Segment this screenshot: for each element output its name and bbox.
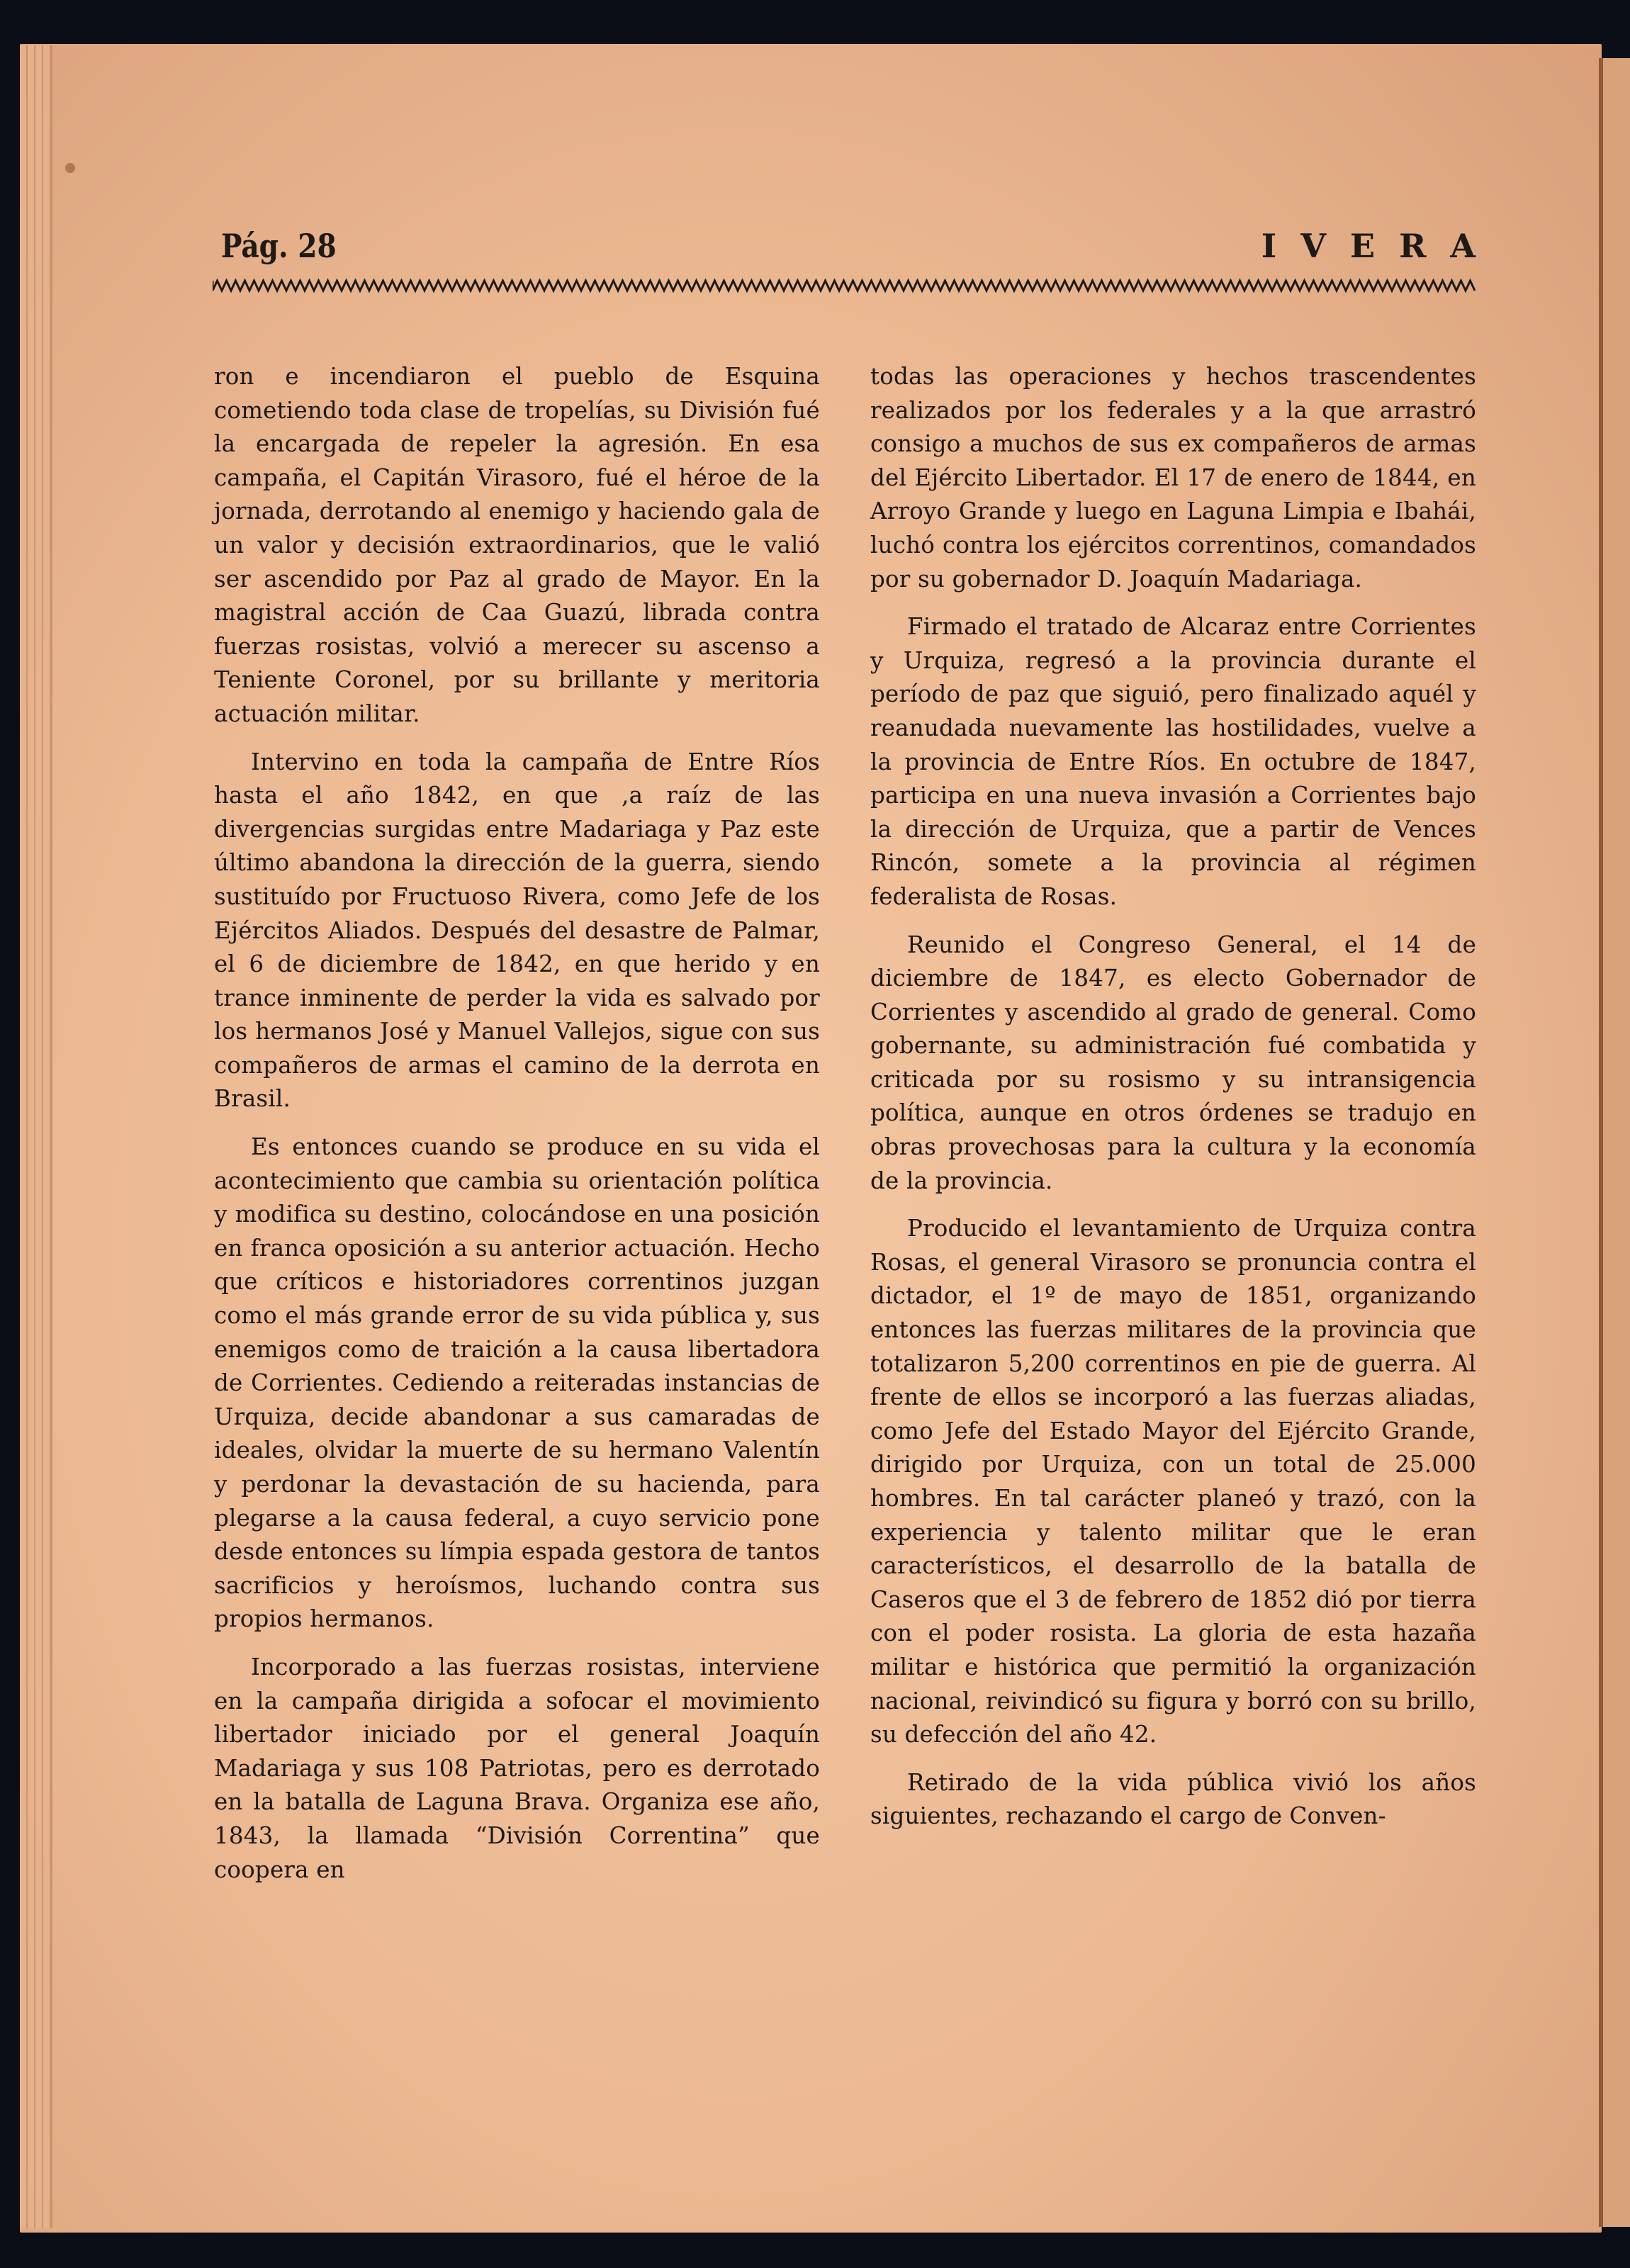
column-right	[870, 360, 1476, 1848]
paragraph: Incorporado a las fuerzas rosistas, interviene en la campaña dirigida a sofocar el movimiento libertador iniciado por el general Joaquín Madariaga y sus 108 Patriotas, pero es derrotado en la batalla de Laguna Brava. Organiza ese año, 1843, la llamada “División Correntina” que coopera en	[214, 1653, 820, 1883]
column-left	[214, 360, 820, 1901]
paragraph: Firmado el tratado de Alcaraz entre Corrientes y Urquiza, regresó a la provincia durante el período de paz que siguió, pero finalizado aquél y reanudada nuevamente las hostilidades, vuelve a la provincia de Entre Ríos. En octubre de 1847, participa en una nueva invasión a Corrientes bajo la dirección de Urquiza, que a partir de Vences Rincón, somete a la provincia al régimen federalista de Rosas.	[870, 613, 1476, 910]
zigzag-rule	[213, 278, 1476, 293]
paragraph: Intervino en toda la campaña de Entre Ríos hasta el año 1842, en que ,a raíz de las divergencias surgidas entre Madariaga y Paz este último abandona la dirección de la guerra, siendo sustituído por Fructuoso Rivera, como Jefe de los Ejércitos Aliados. Después del desastre de Palmar, el 6 de diciembre de 1842, en que herido y en trance inminente de perder la vida es salvado por los hermanos José y Manuel Vallejos, sigue con sus compañeros de armas el camino de la derrota en Brasil.	[214, 748, 820, 1113]
page-number: Pág. 28	[221, 227, 337, 265]
paragraph: ron e incendiaron el pueblo de Esquina cometiendo toda clase de tropelías, su División fué la encargada de repeler la agresión. En esa campaña, el Capitán Virasoro, fué el héroe de la jornada, derrotando al enemigo y haciendo gala de un valor y decisión extraordinarios, que le valió ser ascendido por Paz al grado de Mayor. En la magistral acción de Caa Guazú, librada contra fuerzas rosistas, volvió a merecer su ascenso a Teniente Coronel, por su brillante y meritoria actuación militar.	[214, 363, 820, 727]
running-title: IVERA	[1261, 227, 1500, 265]
adjacent-page-edge	[1599, 58, 1630, 2227]
paragraph: todas las operaciones y hechos trascendentes realizados por los federales y a la que arrastró consigo a muchos de sus ex compañeros de armas del Ejército Libertador. El 17 de enero de 1844, en Arroyo Grande y luego en Laguna Limpia e Ibahái, luchó contra los ejércitos correntinos, comandados por su gobernador D. Joaquín Madariaga.	[870, 363, 1476, 593]
page-edges-stack	[20, 45, 52, 2228]
page-header	[221, 227, 1500, 269]
paragraph: Es entonces cuando se produce en su vida el acontecimiento que cambia su orientación política y modifica su destino, colocándose en una posición en franca oposición a su anterior actuación. Hecho que críticos e historiadores correntinos juzgan como el más grande error de su vida pública y, sus enemigos como de traición a la causa libertadora de Corrientes. Cediendo a reiteradas instancias de Urquiza, decide abandonar a sus camaradas de ideales, olvidar la muerte de su hermano Valentín y perdonar la devastación de su hacienda, para plegarse a la causa federal, a cuyo servicio pone desde entonces su límpia espada gestora de tantos sacrificios y heroísmos, luchando contra sus propios hermanos.	[214, 1133, 820, 1633]
paragraph: Retirado de la vida pública vivió los años siguientes, rechazando el cargo de Conven-	[870, 1768, 1476, 1830]
paragraph: Producido el levantamiento de Urquiza contra Rosas, el general Virasoro se pronuncia contra el dictador, el 1º de mayo de 1851, organizando entonces las fuerzas militares de la provincia que totalizaron 5,200 correntinos en pie de guerra. Al frente de ellos se incorporó a las fuerzas aliadas, como Jefe del Estado Mayor del Ejército Grande, dirigido por Urquiza, con un total de 25.000 hombres. En tal carácter planeó y trazó, con la experiencia y talento militar que le eran característicos, el desarrollo de la batalla de Caseros que el 3 de febrero de 1852 dió por tierra con el poder rosista. La gloria de esta hazaña militar e histórica que permitió la organización nacional, reivindicó su figura y borró con su brillo, su defección del año 42.	[870, 1215, 1476, 1748]
zigzag-divider-icon	[213, 278, 1476, 293]
paper-stain	[65, 163, 75, 173]
paragraph: Reunido el Congreso General, el 14 de diciembre de 1847, es electo Gobernador de Corrientes y ascendido al grado de general. Como gobernante, su administración fué combatida y criticada por su rosismo y su intransigencia política, aunque en otros órdenes se tradujo en obras provechosas para la cultura y la economía de la provincia.	[870, 931, 1476, 1194]
zigzag-line	[213, 281, 1475, 291]
